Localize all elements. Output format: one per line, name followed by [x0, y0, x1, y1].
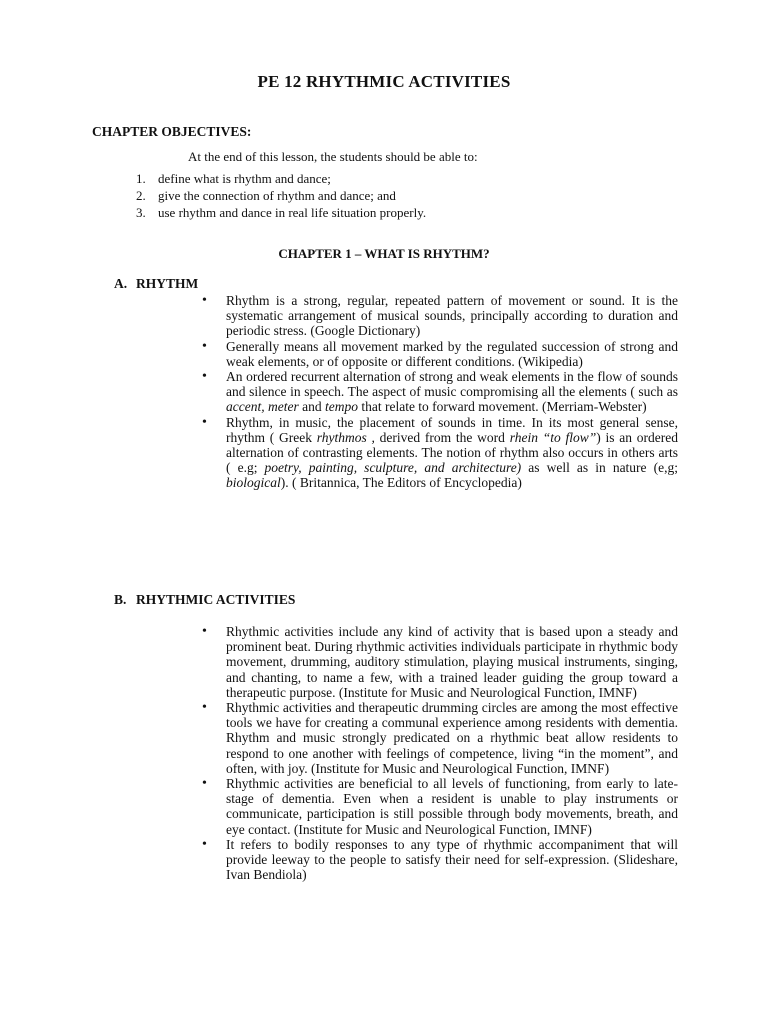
section-letter: A. [114, 276, 128, 291]
chapter-heading: CHAPTER 1 – WHAT IS RHYTHM? [278, 246, 490, 261]
text-run: and [298, 399, 325, 415]
italic-run: rhein “to flow” [509, 429, 597, 445]
list-item [200, 624, 678, 700]
bullet-text: • Rhythm is a strong, regular, repeated pattern of movement or sound. It is the systematic arrangement of musical sounds, principally according to duration and periodic stress. (Google Dictionary) [226, 293, 678, 339]
bullet-text: • It refers to bodily responses to any type of rhythmic accompaniment that will provide leeway to the people to satisfy their need for self-expression. (Slideshare, Ivan Bendiola) [226, 836, 678, 883]
bullet-text [226, 369, 678, 415]
bullet-text: • Rhythmic activities and therapeutic drumming circles are among the most effective tools we have for creating a communal experience among residents with dementia. Rhythm and music strongly predicated on a rhythmic beat allow residents to respond to one another with feelings of competence, living “in the moment”, and often, with joy. (Institute for Music and Neurological Function, IMNF) [226, 700, 678, 776]
bullet-text: • Generally means all movement marked by the regulated succession of strong and weak elements, or of opposite or different conditions. (Wikipedia) [226, 338, 678, 369]
italic-run: rhythmos , [316, 429, 375, 445]
text-run: An ordered recurrent alternation of strong and weak elements in the flow of sounds and silence in speech. The aspect of music compromising all the elements ( such as [226, 369, 678, 400]
text-run: Rhythm, in music, the placement of sounds in time. In its most general sense, rhythm ( Greek [226, 414, 678, 445]
italic-run: tempo [324, 399, 358, 415]
text-run: as well as in nature (e,g; [521, 460, 678, 476]
text-run: derived from the word [374, 429, 510, 445]
objectives-heading: CHAPTER OBJECTIVES: [92, 124, 252, 139]
section-a-heading [114, 276, 198, 292]
objectives-list [136, 170, 426, 221]
rhythm-definitions-list [200, 293, 678, 491]
section-b-heading [114, 592, 295, 608]
section-title: RHYTHM [136, 276, 199, 291]
section-title: RHYTHMIC ACTIVITIES [136, 592, 296, 607]
document-title: PE 12 RHYTHMIC ACTIVITIES [257, 72, 511, 91]
bullet-text: • Rhythmic activities include any kind of activity that is based upon a steady and prominent beat. During rhythmic activities individuals participate in rhythmic body movement, drumming, auditory stimulation, playing musical instruments, singing, and chanting, to name a few, with a trained leader guiding the group toward a therapeutic purpose. (Institute for Music and Neurological Function, IMNF) [226, 624, 678, 700]
objectives-intro: At the end of this lesson, the students should be able to: [188, 149, 478, 164]
objective-number: 2. [136, 188, 146, 203]
rhythmic-activities-list [200, 624, 678, 882]
objective-item [136, 170, 426, 187]
list-item [200, 293, 678, 339]
objective-text: use rhythm and dance in real life situation properly. [158, 205, 427, 220]
list-item [200, 339, 678, 369]
list-item [200, 369, 678, 415]
objective-text: give the connection of rhythm and dance; and [158, 188, 396, 203]
list-item [200, 700, 678, 776]
objective-text: define what is rhythm and dance; [158, 171, 331, 186]
italic-run: biological [226, 475, 281, 491]
text-run: ). ( Britannica, The Editors of Encyclopedia) [280, 475, 522, 491]
list-item [200, 415, 678, 491]
italic-run: accent, meter [226, 399, 299, 415]
objective-number: 1. [136, 171, 146, 186]
list-item [200, 837, 678, 883]
objective-item [136, 204, 426, 221]
italic-run: poetry, painting, sculpture, and architecture) [264, 460, 522, 476]
text-run: ) is an ordered alternation of contrasting elements. The notion of rhythm also occurs in others arts ( e.g; [226, 429, 679, 476]
text-run: that relate to forward movement. (Merriam-Webster) [357, 399, 647, 415]
bullet-text: • Rhythmic activities are beneficial to all levels of functioning, from early to late-stage of dementia. Even when a resident is unable to play instruments or communicate, participation is still possible through body movements, breath, and eye contact. (Institute for Music and Neurological Function, IMNF) [226, 776, 678, 837]
objective-number: 3. [136, 205, 146, 220]
list-item [200, 776, 678, 837]
section-letter: B. [114, 592, 127, 607]
bullet-text [226, 415, 678, 491]
objective-item [136, 187, 426, 204]
